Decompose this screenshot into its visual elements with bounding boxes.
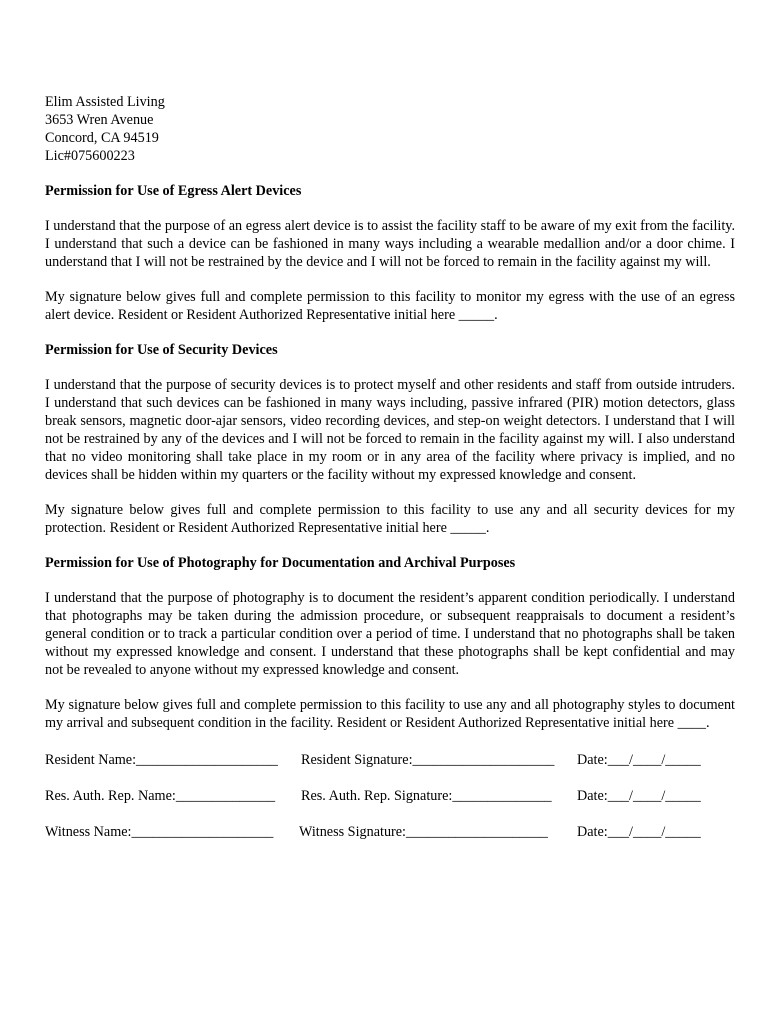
resident-date-field[interactable]: Date:___/____/_____ — [577, 752, 701, 768]
witness-name-field[interactable]: Witness Name:____________________ — [45, 824, 274, 840]
facility-street: 3653 Wren Avenue — [45, 112, 154, 128]
section-heading-photography: Permission for Use of Photography for Documentation and Archival Purposes — [45, 555, 516, 571]
facility-name: Elim Assisted Living — [45, 94, 165, 110]
auth-rep-name-field[interactable]: Res. Auth. Rep. Name:______________ — [45, 788, 276, 804]
witness-signature-field[interactable]: Witness Signature:____________________ — [299, 824, 548, 840]
resident-signature-field[interactable]: Resident Signature:____________________ — [301, 752, 555, 768]
signature-block — [45, 751, 735, 861]
facility-license: Lic#075600223 — [45, 148, 135, 164]
egress-purpose-paragraph: I understand that the purpose of an egress alert device is to assist the facility staff to be aware of my exit from the facility. I understand that such a device can be fashioned in many ways including a wearable medallion and/or a door chime. I understand that I will not be restrained by the device and I will not be forced to remain in the facility against my will. — [45, 218, 735, 270]
facility-city-state-zip: Concord, CA 94519 — [45, 130, 159, 146]
section-heading-security: Permission for Use of Security Devices — [45, 342, 278, 358]
witness-date-field[interactable]: Date:___/____/_____ — [577, 824, 701, 840]
document-page — [45, 93, 735, 861]
auth-rep-signature-field[interactable]: Res. Auth. Rep. Signature:______________ — [301, 788, 552, 804]
photography-purpose-paragraph: I understand that the purpose of photography is to document the resident’s apparent condition periodically. I understand that photographs may be taken during the admission procedure, or subsequent reappraisals to document a resident’s general condition or to track a particular condition over a period of time. I understand that no photographs shall be taken without my expressed knowledge and consent. I understand that these photographs shall be kept confidential and may not be revealed to anyone without my expressed knowledge and consent. — [45, 590, 735, 678]
egress-permission-paragraph: My signature below gives full and complete permission to this facility to monitor my egress with the use of an egress alert device. Resident or Resident Authorized Representative initial here _____. — [45, 289, 735, 323]
section-heading-egress: Permission for Use of Egress Alert Devices — [45, 183, 302, 199]
security-permission-paragraph: My signature below gives full and complete permission to this facility to use any and all security devices for my protection. Resident or Resident Authorized Representative initial here _____. — [45, 502, 735, 536]
resident-name-field[interactable]: Resident Name:____________________ — [45, 752, 278, 768]
auth-rep-date-field[interactable]: Date:___/____/_____ — [577, 788, 701, 804]
security-purpose-paragraph: I understand that the purpose of security devices is to protect myself and other residents and staff from outside intruders. I understand that such devices can be fashioned in many ways including, passive infrared (PIR) motion detectors, glass break sensors, magnetic door-ajar sensors, video recording devices, and step-on weight detectors. I understand that I will not be restrained by any of the devices and I will not be forced to remain in the facility against my will. I also understand that no video monitoring shall take place in my room or in any area of the facility where privacy is implied, and no devices shall be hidden within my quarters or the facility without my expressed knowledge and consent. — [45, 377, 735, 483]
facility-address-block — [45, 93, 735, 165]
photography-permission-paragraph: My signature below gives full and complete permission to this facility to use any and all photography styles to document my arrival and subsequent condition in the facility. Resident or Resident Authorized Representative initial here ____. — [45, 697, 735, 731]
